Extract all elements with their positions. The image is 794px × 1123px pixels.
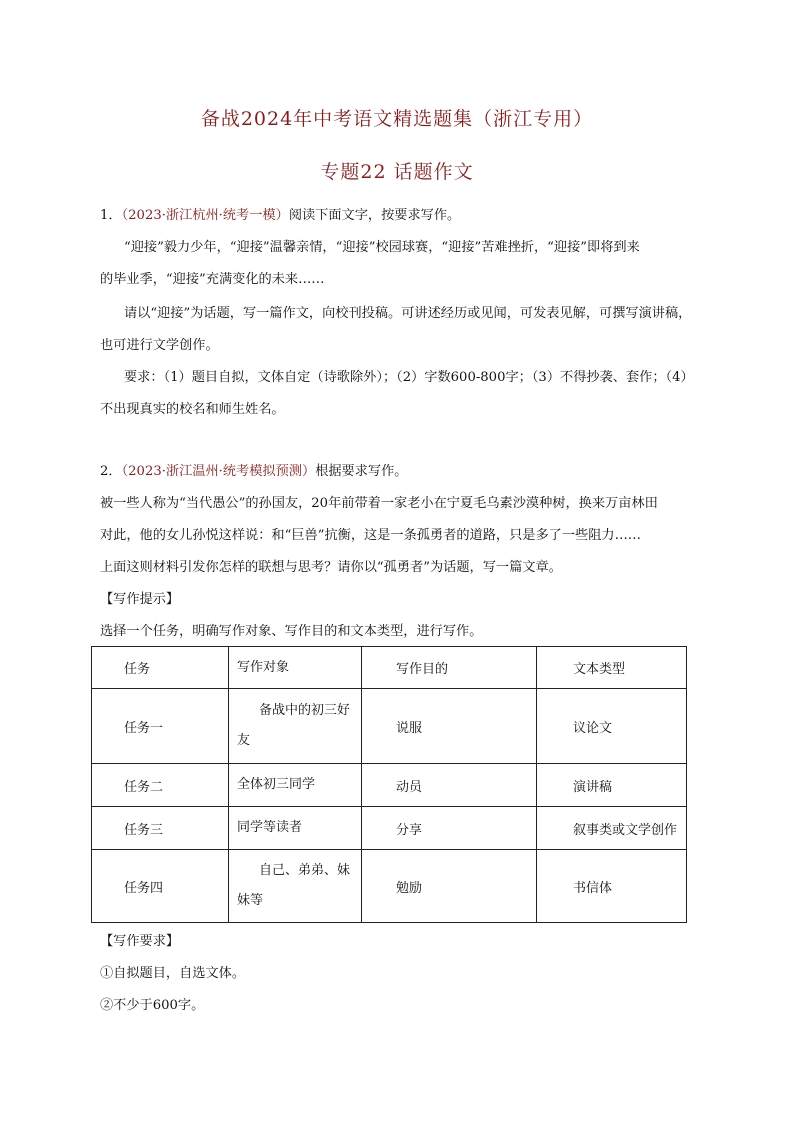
question-2-text-line: 上面这则材料引发你怎样的联想与思考？请你以“孤勇者”为话题，写一篇文章。 [100,560,562,575]
table-cell-purpose: 动员 [362,764,537,807]
question-1-requirement-line: 不出现真实的校名和师生姓名。 [100,402,285,417]
table-header-row [92,647,687,689]
question-lead: 阅读下面文字，按要求写作。 [288,208,461,223]
document-title: 备战2024年中考语文精选题集（浙江专用） [200,108,594,130]
table-cell-task: 任务一 [92,689,229,764]
question-2-text-line: 对此，他的女儿孙悦这样说：和“巨兽”抗衡，这是一条孤勇者的道路，只是多了一些阻力…… [100,528,641,543]
table-cell-text-type: 叙事类或文学创作 [537,807,687,850]
question-number: 2． [100,464,122,479]
table-cell-text-type: 议论文 [537,689,687,764]
table-cell-purpose: 说服 [362,689,537,764]
requirement-item: ①自拟题目，自选文体。 [100,966,246,981]
question-1-text-line: “迎接”毅力少年，“迎接”温馨亲情，“迎接”校园球赛，“迎接”苦难挫折，“迎接”即将到来 [124,240,640,255]
question-source: （2023·浙江温州·统考模拟预测） [121,464,316,479]
table-cell-task: 任务二 [92,764,229,807]
table-cell-purpose: 勉励 [362,850,537,923]
question-1-text-line: 请以“迎接”为话题，写一篇作文，向校刊投稿。可讲述经历或见闻，可发表见解，可撰写演讲稿， [124,306,692,321]
table-header-cell: 文本类型 [537,647,687,689]
table-header-cell: 写作对象 [229,647,362,689]
table-header-cell: 写作目的 [362,647,537,689]
question-lead: 根据要求写作。 [315,464,408,479]
table-row [92,807,687,850]
table-cell-purpose: 分享 [362,807,537,850]
question-number: 1． [100,208,122,223]
table-row [92,850,687,923]
table-cell-text-type: 演讲稿 [537,764,687,807]
table-cell-audience: 全体初三同学 [229,764,362,807]
question-1-text-line: 也可进行文学创作。 [100,338,219,353]
topic-title: 专题22 话题作文 [320,161,474,183]
table-cell-audience: 自己、弟弟、妹妹等 [229,850,362,923]
hint-text: 选择一个任务，明确写作对象、写作目的和文本类型，进行写作。 [100,624,483,639]
table-cell-audience: 备战中的初三好友 [229,689,362,764]
table-cell-audience: 同学等读者 [229,807,362,850]
question-1-text-line: 的毕业季，“迎接”充满变化的未来…… [100,272,325,287]
requirements-heading: 【写作要求】 [100,934,180,949]
question-1-heading [100,200,720,232]
table-cell-task: 任务三 [92,807,229,850]
hint-heading: 【写作提示】 [100,592,180,607]
question-2-text-line: 被一些人称为“当代愚公”的孙国友，20年前带着一家老小在宁夏毛乌素沙漠种树，换来万亩林田 [100,496,658,511]
table-header-cell: 任务 [92,647,229,689]
table-cell-task: 任务四 [92,850,229,923]
question-2-heading [100,456,720,488]
task-table [91,646,687,923]
question-1-requirement-line: 要求：（1）题目自拟，文体自定（诗歌除外）；（2）字数600-800字；（3）不得抄袭、套作；（4） [124,370,694,385]
question-source: （2023·浙江杭州·统考一模） [121,208,289,223]
table-cell-text-type: 书信体 [537,850,687,923]
table-row [92,689,687,764]
requirement-item: ②不少于600字。 [100,998,205,1013]
table-row [92,764,687,807]
